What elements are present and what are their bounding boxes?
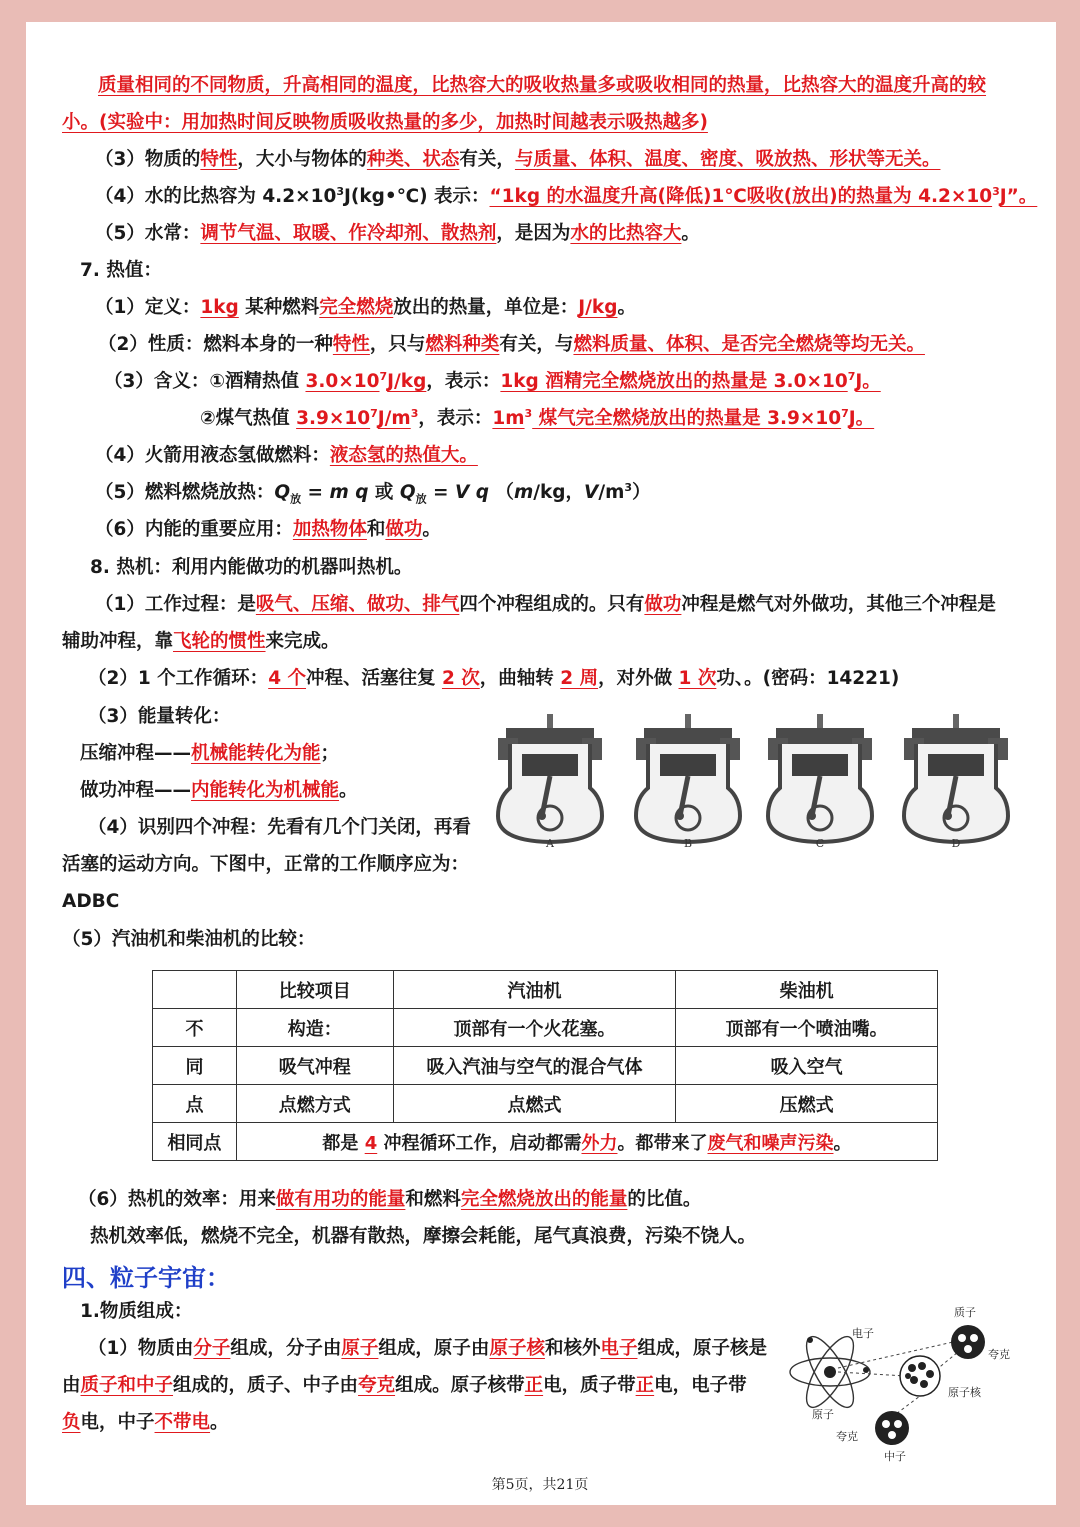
paragraph-line: （2）性质：燃料本身的一种特性，只与燃料种类有关，与燃料质量、体积、是否完全燃烧等均无关。 — [98, 334, 925, 355]
atom-label: 质子 — [954, 1306, 976, 1319]
paragraph-line: （4）识别四个冲程：先看有几个门关闭，再看 — [88, 817, 471, 838]
atom-label: 中子 — [884, 1450, 906, 1463]
page-footer: 第5页，共21页 — [491, 1477, 589, 1493]
paragraph-line: 由质子和中子组成的，质子、中子由夸克组成。原子核带正电，质子带正电，电子带 — [62, 1375, 747, 1396]
table-cell: 点燃方式 — [236, 1085, 393, 1123]
table-row — [153, 1009, 938, 1047]
atom-label: 夸克 — [988, 1348, 1010, 1361]
heading-heat-value: 7. 热值： — [80, 260, 162, 281]
table-cell: 压燃式 — [676, 1085, 938, 1123]
table-row — [153, 971, 938, 1009]
paragraph-line: （4）火箭用液态氢做燃料：液态氢的热值大。 — [95, 445, 478, 466]
paragraph-line: 压缩冲程——机械能转化为能； — [80, 743, 340, 764]
formula-line: （5）燃料燃烧放热：$Q_放 = m$ q 或 $Q_放 = V$ q （m/kg，$V/m^3$） — [95, 481, 651, 506]
paragraph-line: 辅助冲程，靠飞轮的惯性来完成。 — [62, 631, 340, 652]
engine-strokes-diagram — [490, 706, 1020, 858]
paragraph-line: （3）物质的特性，大小与物体的种类、状态有关，与质量、体积、温度、密度、吸放热、形状等无关。 — [95, 149, 941, 170]
table-cell: 顶部有一个喷油嘴。 — [676, 1009, 938, 1047]
table-cell: 构造： — [236, 1009, 393, 1047]
table-cell: 不 — [153, 1009, 237, 1047]
atom-label: 原子 — [812, 1408, 834, 1421]
paragraph-line: （4）水的比热容为 $4.2\times 10^3J(kg•℃)$ 表示：“1kg 的水温度升高(降低)1℃吸收(放出)的热量为 $4.2\times 10^3J$”。 — [95, 185, 1038, 207]
paragraph-line: 负电，中子不带电。 — [62, 1412, 229, 1433]
atom-structure-diagram — [788, 1300, 1028, 1468]
table-cell: 吸入汽油与空气的混合气体 — [393, 1047, 676, 1085]
table-cell: 都是 4 冲程循环工作，启动都需外力。都带来了废气和噪声污染。 — [236, 1123, 937, 1161]
table-cell: 相同点 — [153, 1123, 237, 1161]
section-title: 四、粒子宇宙： — [62, 1264, 230, 1292]
heading-heat-engine: 8. 热机：利用内能做功的机器叫热机。 — [90, 557, 413, 578]
paragraph-line: 活塞的运动方向。下图中，正常的工作顺序应为： — [62, 854, 470, 875]
paragraph-line: 做功冲程——内能转化为机械能。 — [80, 780, 358, 801]
table-cell: 点燃式 — [393, 1085, 676, 1123]
table-header-cell: 柴油机 — [676, 971, 938, 1009]
paragraph-line: （2）1 个工作循环：4 个冲程、活塞往复 2 次，曲轴转 2 周，对外做 1 次功、。(密码：14221) — [88, 668, 900, 689]
table-cell — [153, 971, 237, 1009]
table-header-cell: 比较项目 — [236, 971, 393, 1009]
paragraph-line: （6）热机的效率：用来做有用功的能量和燃料完全燃烧放出的能量的比值。 — [78, 1189, 702, 1210]
paragraph-line: ②煤气热值 $3.9\times 10^7J/m^3$，表示：$1m^3$ 煤气完全燃烧放出的热量是 $3.9\times 10^7J$。 — [200, 407, 875, 429]
table-header-cell: 汽油机 — [393, 971, 676, 1009]
comparison-table — [152, 970, 938, 1161]
engine-label: B — [683, 837, 693, 850]
paragraph-line: 热机效率低，燃烧不完全，机器有散热，摩擦会耗能，尾气真浪费，污染不饶人。 — [90, 1226, 757, 1247]
paragraph-line: 小。(实验中：用加热时间反映物质吸收热量的多少，加热时间越表示吸热越多) — [62, 112, 708, 133]
engine-label: A — [546, 837, 554, 850]
engine-label: D — [951, 837, 961, 850]
table-cell: 点 — [153, 1085, 237, 1123]
table-row — [153, 1123, 938, 1161]
paragraph-line: （5）水常：调节气温、取暖、作冷却剂、散热剂，是因为水的比热容大。 — [95, 223, 700, 244]
table-row — [153, 1047, 938, 1085]
paragraph-line: 1.物质组成： — [80, 1301, 193, 1322]
table-cell: 吸入空气 — [676, 1047, 938, 1085]
paragraph-line: （3）能量转化： — [88, 706, 231, 727]
paragraph-line: （6）内能的重要应用：加热物体和做功。 — [95, 519, 441, 540]
table-cell: 吸气冲程 — [236, 1047, 393, 1085]
atom-label: 夸克 — [836, 1430, 858, 1443]
table-row — [153, 1085, 938, 1123]
paragraph-line: ADBC — [62, 891, 120, 912]
paragraph-line: （5）汽油机和柴油机的比较： — [62, 929, 316, 950]
table-cell: 同 — [153, 1047, 237, 1085]
engine-label: C — [815, 837, 825, 850]
paragraph-line: （1）工作过程：是吸气、压缩、做功、排气四个冲程组成的。只有做功冲程是燃气对外做功，其他三个冲程是 — [95, 594, 996, 615]
paragraph-line: 质量相同的不同物质，升高相同的温度，比热容大的吸收热量多或吸收相同的热量，比热容大的温度升高的较 — [98, 75, 987, 96]
paragraph-line: （1）物质由分子组成，分子由原子组成，原子由原子核和核外电子组成，原子核是 — [88, 1338, 767, 1359]
paragraph-line: （1）定义：1kg 某种燃料完全燃烧放出的热量，单位是：J/kg。 — [95, 297, 636, 318]
atom-label: 电子 — [852, 1327, 874, 1340]
paragraph-line: （3）含义：①酒精热值 $3.0\times 10^7J/kg$，表示：1kg 酒精完全燃烧放出的热量是 $3.0\times 10^7J$。 — [104, 370, 881, 392]
atom-label: 原子核 — [948, 1386, 981, 1399]
table-cell: 顶部有一个火花塞。 — [393, 1009, 676, 1047]
